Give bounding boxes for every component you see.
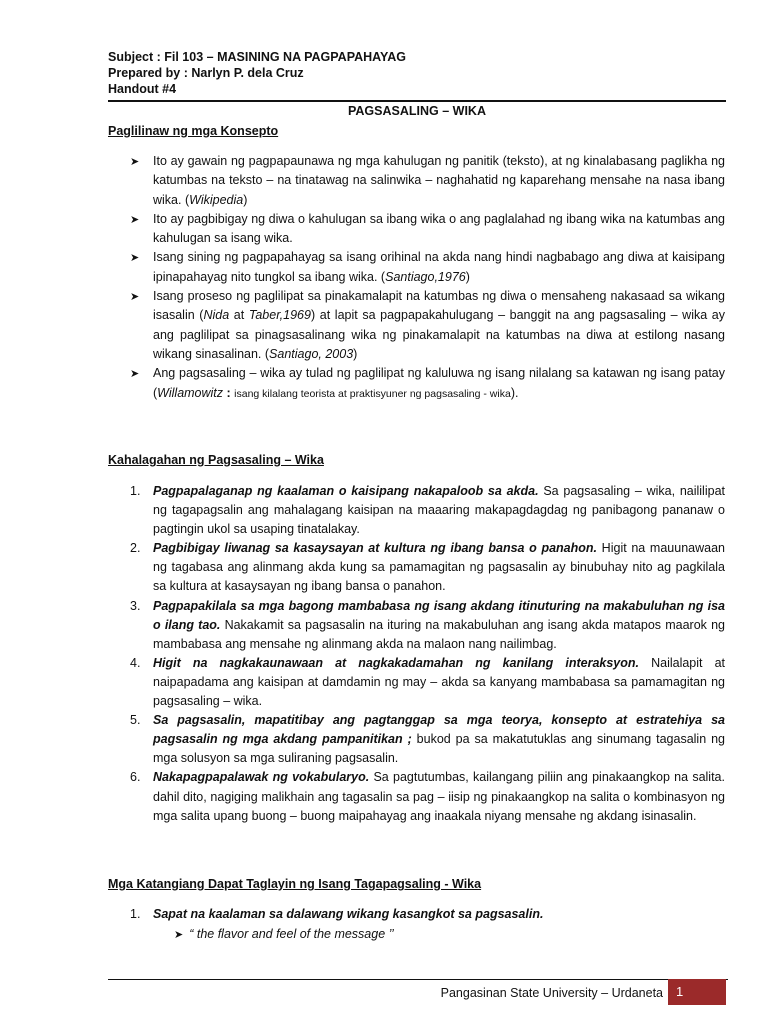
arrow-bullet-icon: ➤	[130, 252, 140, 265]
list-item: ➤ Ito ay pagbibigay ng diwa o kahulugan sa ibang wika o ang paglalahad ng ibang wika na katumbas ang kahulugan sa isang wika.	[130, 211, 725, 246]
arrow-bullet-icon: ➤	[130, 156, 140, 168]
list-item: ➤ Ang pagsasaling – wika ay tulad ng paglilipat ng kaluluwa ng isang nilalang sa katawan ng isang patay (Willamowitz : isang kilalang teorista at praktisyuner ng pagsasaling - wika).	[130, 366, 725, 400]
page-number-badge	[668, 979, 726, 1005]
list-item: ➤ Isang proseso ng paglilipat sa pinakamalapit na katumbas ng diwa o mensaheng nakasaad sa wikang isasalin (Nida at Taber,1969) at lapit sa pagpapakahulugang – banggit na ang pagsasaling – wika ay ang paglilipat sa pinagsasalinang wika ng pinakamalapit na katumbas na diwa at estilong nasang wikang sinasalinan. (Santiago, 2003)	[130, 289, 725, 361]
page-title: PAGSASALING – WIKA	[348, 104, 486, 118]
list-item: 5. Sa pagsasalin, mapatitibay ang pagtanggap sa mga teorya, konsepto at estratehiya sa pagsasalin ng mga akdang pampanitikan ; bukod pa sa makatutuklas ang sinumang tagasalin ng mga solusyon sa mga suliraning pagsasalin.	[130, 713, 726, 766]
list-item: 4. Higit na nagkakaunawaan at nagkakadamahan ng kanilang interaksyon. Nailalapit at naipapadama ang kaisipan at damdamin ng may – akda sa kanyang mambabasa sa pamamagitan ng pagsasaling – wika.	[130, 655, 725, 709]
subject-line: Subject : Fil 103 – MASINING NA PAGPAPAHAYAG	[108, 50, 406, 64]
list-item: 2. Pagbibigay liwanag sa kasaysayan at kultura ng ibang bansa o panahon. Higit na mauunawaan ng tagabasa ang alinmang akda kung sa pamamagitan ng pagsasalin ay binubuhay nito ag pagkilala sa kultura at kasaysayan ng ibang bansa o panahon.	[130, 541, 725, 594]
sub-bullet-item: ➤ “ the flavor and feel of the message ’’	[174, 927, 394, 941]
concepts-list	[130, 152, 725, 404]
list-item: ➤ Ito ay gawain ng pagpapaunawa ng mga kahulugan ng panitik (teksto), at ng kinalabasang paglikha ng katumbas na teksto – na tinatawag na salinwika – naghahatid ng kaparehang mensahe na nasa ibang wika. (Wikipedia)	[130, 154, 725, 207]
list-item: ➤ Isang sining ng pagpapahayag sa isang orihinal na akda nang hindi nagbabago ang diwa at kaisipang ipinapahayag nito tungkol sa ibang wika. (Santiago,1976)	[130, 250, 725, 284]
handout-line: Handout #4	[108, 82, 177, 96]
list-item: 1. Sapat na kaalaman sa dalawang wikang kasangkot sa pagsasalin.	[130, 907, 544, 921]
section-heading-importance: Kahalagahan ng Pagsasaling – Wika	[108, 453, 324, 467]
list-item: 1. Pagpapalaganap ng kaalaman o kaisipang nakapaloob sa akda. Sa pagsasaling – wika, naililipat ng tagapagsalin ang mahalagang kaisipan na maaaring makapagdagdag ng panibagong pananaw o pagtingin ukol sa usaping tinatalakay.	[130, 484, 725, 537]
list-item: 3. Pagpapakilala sa mga bagong mambabasa ng isang akdang itinuturing na makabuluhan ng isa o ilang tao. Nakakamit sa pagsasalin na ituring na makabuluhan ang isang akda matapos maarok ng mambabasa ang mensahe ng alinmang akda na malaon nang nailimbag.	[130, 598, 725, 651]
list-item: 6. Nakapagpapalawak ng vokabularyo. Sa pagtutumbas, kailangang piliin ang pinakaangkop na salita. dahil dito, nagiging malikhain ang tagasalin sa pag – iisip ng pinakaangkop na salita o kombinasyon ng mga salita upang buong – buong maipahayag ang inaakala niyang mensahe ng akdang isinasalin.	[130, 770, 725, 823]
arrow-bullet-icon: ➤	[130, 291, 140, 304]
section-heading-concepts: Paglilinaw ng mga Konsepto	[108, 124, 279, 138]
header-divider	[108, 100, 726, 102]
page-number: 1	[676, 984, 684, 999]
footer-institution: Pangasinan State University – Urdaneta	[440, 986, 663, 1000]
arrow-bullet-icon: ➤	[174, 929, 184, 941]
footer-divider	[108, 979, 728, 980]
arrow-bullet-icon: ➤	[130, 368, 140, 381]
arrow-bullet-icon: ➤	[130, 213, 140, 226]
prepared-by-line: Prepared by : Narlyn P. dela Cruz	[108, 66, 304, 80]
importance-list	[130, 482, 725, 826]
qualities-list	[130, 905, 725, 924]
section-heading-qualities: Mga Katangiang Dapat Taglayin ng Isang Tagapagsaling - Wika	[108, 877, 482, 891]
